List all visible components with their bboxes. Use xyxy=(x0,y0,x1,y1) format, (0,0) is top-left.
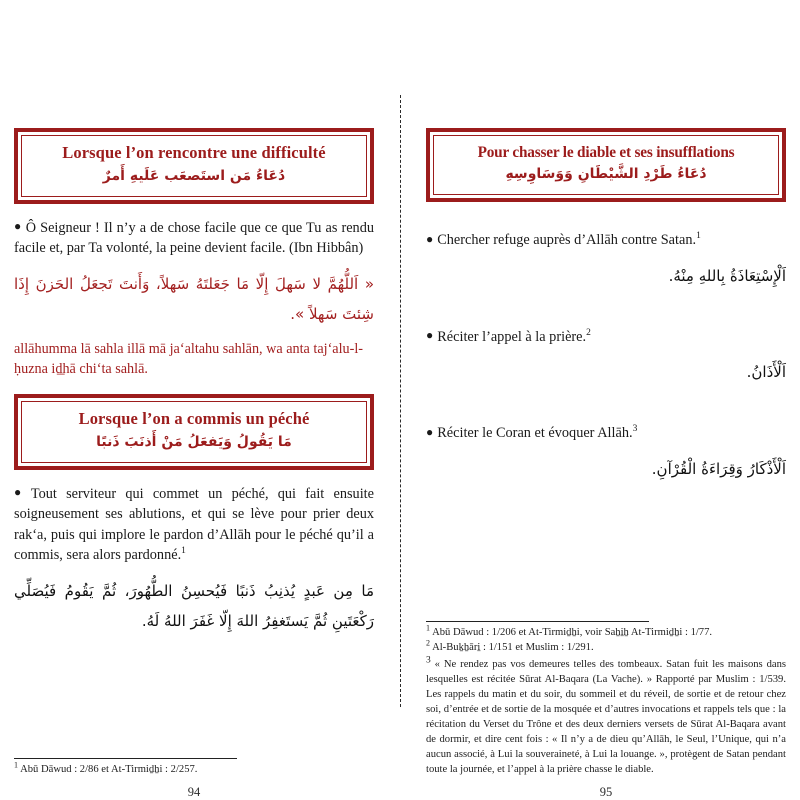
list-item-text: Réciter l’appel à la prière. xyxy=(437,328,587,345)
footnote-text: Al-Buḵẖāri̱ : 1/151 et Muslim : 1/291. xyxy=(432,642,594,654)
page-right xyxy=(400,0,800,800)
book-gutter-fold xyxy=(400,95,401,707)
page-number-left: 94 xyxy=(187,785,201,799)
footnote-item xyxy=(426,623,786,640)
section-title-box-diable xyxy=(426,128,786,202)
footnote-separator xyxy=(426,621,649,622)
footnote-marker: 1 xyxy=(426,623,430,633)
invocation-body: Ô Seigneur ! Il n’y a de chose facile que ce que Tu as rendu facile et, par Ta volonté, la peine devient facile. (Ibn Hibbân) xyxy=(14,219,375,257)
footnote-ref[interactable]: 1 xyxy=(696,231,701,242)
section-title-inner xyxy=(21,135,367,197)
footnote-text: Abū Dāwud : 1/206 et At-Tirmiḏẖi, voir Saẖi̱ẖ At-Tirmiḏẖi : 1/77. xyxy=(432,626,713,638)
section-title-arabic: دُعَاءُ مَن استَصعَب عَلَيهِ أَمرٌ xyxy=(102,167,286,184)
invocation-arabic: « اَللُّهُمَّ لا سَهلَ إِلّا مَا جَعَلتَهُ سَهلاً، وَأَنتَ تَجعَلُ الحَزنَ إِذَا شِئتَ سَهلاً ». xyxy=(14,274,374,323)
bullet-icon: ● xyxy=(426,328,434,343)
section-title-french: Lorsque l’on rencontre une difficulté xyxy=(62,143,326,162)
list-item-arabic: اَلْأَذْكَارُ وَقِرَاءَةُ الْقُرْآنِ. xyxy=(651,459,786,478)
footnote-text: Abū Dāwud : 2/86 et At-Tirmiḏẖi : 2/257. xyxy=(20,763,198,775)
page-number-right: 95 xyxy=(599,785,613,799)
section-title-french-3: Pour chasser le diable et ses insufflations xyxy=(477,144,735,161)
section-title-box-difficulte xyxy=(14,128,374,204)
page-left-content xyxy=(0,128,400,710)
footnote-marker: 1 xyxy=(14,760,18,770)
footnote-separator xyxy=(14,758,237,759)
invocation-text-french-2 xyxy=(14,484,374,566)
footnote-text: « Ne rendez pas vos demeures telles des tombeaux. Satan fuit les maisons dans lesquelles est récitée Sūrat Al-Baqara (La Vache). » Rapporté par Muslim : 1/539. Les rappels du matin et du soir, du sommeil et du réveil, de sortie et de retour chez soi, d’entrée et de sortie de la mosquée et d’autres invocations et rappels tels que : la récitation du Verset du Trône et des deux derniers versets de Sūrat Al-Baqara avant de dormir, et dire cent fois : « Il n’y a de dieu qu’Allāh, le Seul, l’Unique, qui n’a aucun associé, à Lui la souveraineté, à Lui la louange. », protègent de Satan pendant toute la journée, et l’appel à la prière chasse le diable. xyxy=(426,658,786,775)
section-title-inner-3 xyxy=(433,135,779,195)
footnote-ref[interactable]: 2 xyxy=(586,327,591,338)
spacer xyxy=(426,216,786,230)
list-item-arabic: اَلْأَذَانُ. xyxy=(746,363,786,382)
invocation-text-french xyxy=(14,218,374,259)
bullet-icon: ● xyxy=(426,231,434,246)
bullet-icon: ● xyxy=(426,424,434,439)
footnotes-left xyxy=(0,758,400,800)
bullet-icon: ● xyxy=(14,485,27,500)
invocation-arabic-2: مَا مِن عَبدٍ يُذنِبُ ذَنبًا فَيُحسِنُ الطُّهُورَ، ثُمَّ يَقُومُ فَيُصَلِّي رَكْعَتَينِ ثُمَّ يَستَغفِرُ اللهَ إِلّا غَفَرَ اللهُ لَهُ. xyxy=(14,581,374,630)
footnote-item xyxy=(14,760,374,777)
section-title-arabic-2: مَا يَقُولُ وَيَفعَلُ مَنْ أَذنَبَ ذَنبًا xyxy=(96,433,292,450)
invocation-transliteration: allāhumma lā sahla illā mā ja‘altahu sahlān, wa anta taj‘alu-l-ḥuzna iḏ̱hā chi‘ta sahlā. xyxy=(14,340,364,378)
footnotes-right xyxy=(400,621,800,800)
footnote-ref[interactable]: 1 xyxy=(181,546,186,557)
footnote-ref[interactable]: 3 xyxy=(632,424,638,435)
spacer xyxy=(426,397,786,423)
section-title-arabic-3: دُعَاءُ طَرْدِ الشَّيْطَانِ وَوَسَاوِسِهِ xyxy=(505,166,707,183)
footnote-item xyxy=(426,657,786,777)
list-item-french xyxy=(426,230,786,251)
list-item-text: Chercher refuge auprès d’Allāh contre Satan. xyxy=(437,232,697,249)
list-item-french xyxy=(426,423,786,444)
list-item-arabic: اَلْإِسْتِعَاذَةُ بِاللهِ مِنْهُ. xyxy=(668,266,786,285)
footnote-marker: 3 xyxy=(426,655,431,666)
spacer xyxy=(426,301,786,327)
section-title-french-2: Lorsque l’on a commis un péché xyxy=(78,408,310,428)
footnote-marker: 2 xyxy=(426,638,430,648)
bullet-icon: ● xyxy=(14,219,22,234)
section-title-box-peche xyxy=(14,394,374,470)
footnote-item xyxy=(426,638,786,655)
invocation-body-2: Tout serviteur qui commet un péché, qui fait ensuite soigneusement ses ablutions, et qui se lève pour prier deux rak‘a, puis qui implore le pardon d’Allāh pour le péché qu’il a commis, sera alors pardonné. xyxy=(14,485,374,564)
list-item-french xyxy=(426,327,786,348)
list-item-text: Réciter le Coran et évoquer Allāh. xyxy=(437,425,633,442)
section-title-inner-2 xyxy=(21,401,367,463)
